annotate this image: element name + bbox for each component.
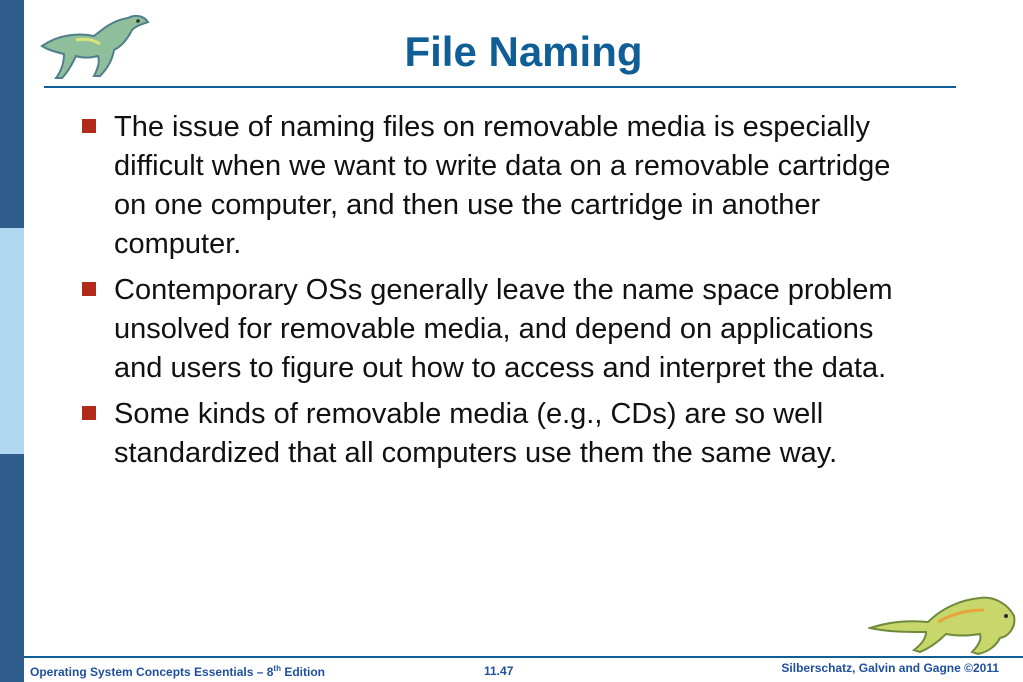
footer-authors: Silberschatz, Galvin and Gagne ©2011 [781, 661, 999, 675]
bullet-item [76, 108, 926, 264]
footer-page-number: 11.47 [484, 664, 514, 678]
square-bullet-icon [82, 282, 96, 296]
bullet-list [76, 108, 926, 480]
bullet-item [76, 271, 926, 388]
bullet-item [76, 395, 926, 473]
footer-divider [24, 656, 1023, 658]
sidebar-bottom-band [0, 454, 24, 682]
square-bullet-icon [82, 119, 96, 133]
dinosaur-icon [868, 586, 1018, 658]
bullet-text: Some kinds of removable media (e.g., CDs) are so well standardized that all computers use them the same way. [114, 398, 838, 469]
footer-book-title: Operating System Concepts Essentials – 8th Edition [30, 664, 325, 679]
square-bullet-icon [82, 406, 96, 420]
bullet-text: Contemporary OSs generally leave the name space problem unsolved for removable media, and depend on applications and users to figure out how to access and interpret the data. [114, 274, 893, 384]
bullet-text: The issue of naming files on removable media is especially difficult when we want to write data on a removable cartridge on one computer, and then use the cartridge in another computer. [114, 111, 891, 260]
slide-title: File Naming [404, 28, 643, 75]
sidebar-middle-band [0, 228, 24, 454]
title-divider [44, 86, 956, 88]
